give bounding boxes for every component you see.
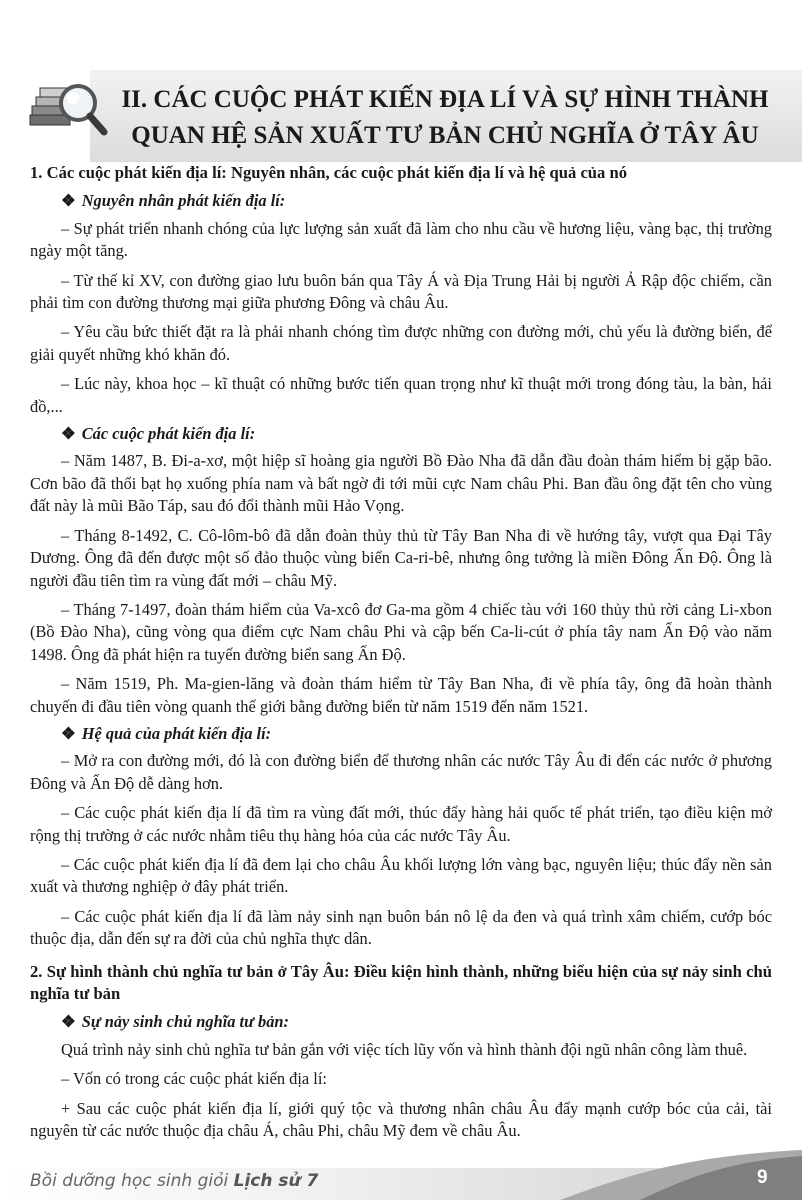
paragraph: – Yêu cầu bức thiết đặt ra là phải nhanh chóng tìm được những con đường mới, chủ yếu là đường biển, để giải quyết những khó khăn đó. (30, 322, 772, 364)
paragraph: – Năm 1519, Ph. Ma-gien-lăng và đoàn thám hiểm từ Tây Ban Nha, đi về phía tây, ông đã hoàn thành chuyến đi đầu tiên vòng quanh thế giới bằng đường biển từ năm 1519 đến năm 1521. (30, 674, 772, 716)
paragraph: – Tháng 8-1492, C. Cô-lôm-bô đã dẫn đoàn thủy thủ từ Tây Ban Nha đi về hướng tây, vượt qua Đại Tây Dương. Ông đã đến được một số đảo thuộc vùng biển Ca-ri-bê, nhưng ông tưởng là miền Đông Ấn Độ. Ông là người đầu tiên tìm ra vùng đất mới – châu Mỹ. (30, 525, 772, 590)
chapter-title-line-2: QUAN HỆ SẢN XUẤT TƯ BẢN CHỦ NGHĨA Ở TÂY ÂU (131, 122, 759, 149)
chapter-title (110, 82, 780, 154)
subsection-heading-text: Nguyên nhân phát kiến địa lí: (81, 191, 286, 211)
footer-subject: Lịch sử 7 (233, 1171, 319, 1191)
section-1-title: 1. Các cuộc phát kiến địa lí: Nguyên nhân, các cuộc phát kiến địa lí và hệ quả của nó (30, 163, 628, 182)
page-number: 9 (757, 1167, 768, 1188)
diamond-bullet-icon: ❖ (61, 723, 76, 743)
paragraph: – Lúc này, khoa học – kĩ thuật có những bước tiến quan trọng như kĩ thuật mới trong đóng tàu, la bàn, hải đồ,... (30, 374, 772, 416)
subsection-heading (30, 190, 772, 212)
paragraph: – Các cuộc phát kiến địa lí đã đem lại cho châu Âu khối lượng lớn vàng bạc, nguyên liệu; thúc đẩy nền sản xuất và thương nghiệp ở đây phát triển. (30, 854, 772, 897)
subsection-heading (30, 1011, 772, 1033)
chapter-header (0, 52, 802, 162)
subsection-heading (30, 723, 772, 745)
page-footer (0, 1148, 802, 1200)
paragraph: – Mở ra con đường mới, đó là con đường biển để thương nhân các nước Tây Âu đi đến các nước ở phương Đông và Ấn Độ dễ dàng hơn. (30, 751, 772, 793)
paragraph: – Tháng 7-1497, đoàn thám hiểm của Va-xcô đơ Ga-ma gồm 4 chiếc tàu với 160 thủy thủ rời cảng Li-xbon (Bồ Đào Nha), cũng vòng qua điểm cực Nam châu Phi và cập bến Ca-li-cút ở phía tây nam Ấn Độ vào năm 1498. Ông đã phát hiện ra tuyến đường biển sang Ấn Độ. (30, 599, 772, 664)
diamond-bullet-icon: ❖ (61, 424, 76, 444)
subsection-heading-text: Sự nảy sinh chủ nghĩa tư bản: (81, 1012, 289, 1032)
subsection-heading-text: Các cuộc phát kiến địa lí: (81, 424, 256, 444)
diamond-bullet-icon: ❖ (61, 1012, 76, 1032)
book-magnifier-icon (28, 78, 108, 148)
chapter-title-line-1: II. CÁC CUỘC PHÁT KIẾN ĐỊA LÍ VÀ SỰ HÌNH THÀNH (121, 86, 769, 113)
subsection-heading-text: Hệ quả của phát kiến địa lí: (81, 723, 272, 743)
paragraph: – Các cuộc phát kiến địa lí đã tìm ra vùng đất mới, thúc đẩy hàng hải quốc tế phát triển, tạo điều kiện mở rộng thị trường ở các nước nhằm tiêu thụ hàng hóa của các nước Tây Âu. (30, 803, 772, 845)
paragraph: + Sau các cuộc phát kiến địa lí, giới quý tộc và thương nhân châu Âu đẩy mạnh cướp bóc của cải, tài nguyên từ các nước thuộc địa châu Á, châu Phi, châu Mỹ đem về châu Âu. (30, 1098, 772, 1141)
page-body (30, 162, 772, 1142)
paragraph: – Sự phát triển nhanh chóng của lực lượng sản xuất đã làm cho nhu cầu về hương liệu, vàng bạc, thị trường ngày một tăng. (30, 218, 772, 261)
paragraph: – Các cuộc phát kiến địa lí đã làm nảy sinh nạn buôn bán nô lệ da đen và quá trình xâm chiếm, cướp bóc thuộc địa, dẫn đến sự ra đời của chủ nghĩa thực dân. (30, 906, 772, 949)
footer-book-title (30, 1171, 318, 1191)
section-2-title: 2. Sự hình thành chủ nghĩa tư bản ở Tây Âu: Điều kiện hình thành, những biểu hiện của sự nảy sinh chủ nghĩa tư bản (30, 961, 772, 1003)
diamond-bullet-icon: ❖ (61, 191, 76, 211)
footer-book-name: Bồi dưỡng học sinh giỏi (30, 1171, 229, 1191)
paragraph: Quá trình nảy sinh chủ nghĩa tư bản gắn với việc tích lũy vốn và hình thành đội ngũ nhân công làm thuê. (61, 1039, 748, 1059)
paragraph: – Vốn có trong các cuộc phát kiến địa lí: (61, 1069, 327, 1089)
subsection-heading (30, 423, 772, 445)
paragraph: – Từ thế kỉ XV, con đường giao lưu buôn bán qua Tây Á và Địa Trung Hải bị người Ả Rập độc chiếm, cần phải tìm con đường thương mại giữa phương Đông và châu Âu. (30, 270, 772, 313)
paragraph: – Năm 1487, B. Đi-a-xơ, một hiệp sĩ hoàng gia người Bồ Đào Nha đã dẫn đầu đoàn thám hiểm bị gặp bão. Cơn bão đã thổi bạt họ xuống phía nam và bất ngờ đi tới mũi cực Nam châu Phi. Ban đầu ông đặt tên cho vùng đất này là mũi Bão Táp, sau đó đổi thành mũi Hảo Vọng. (30, 451, 772, 516)
